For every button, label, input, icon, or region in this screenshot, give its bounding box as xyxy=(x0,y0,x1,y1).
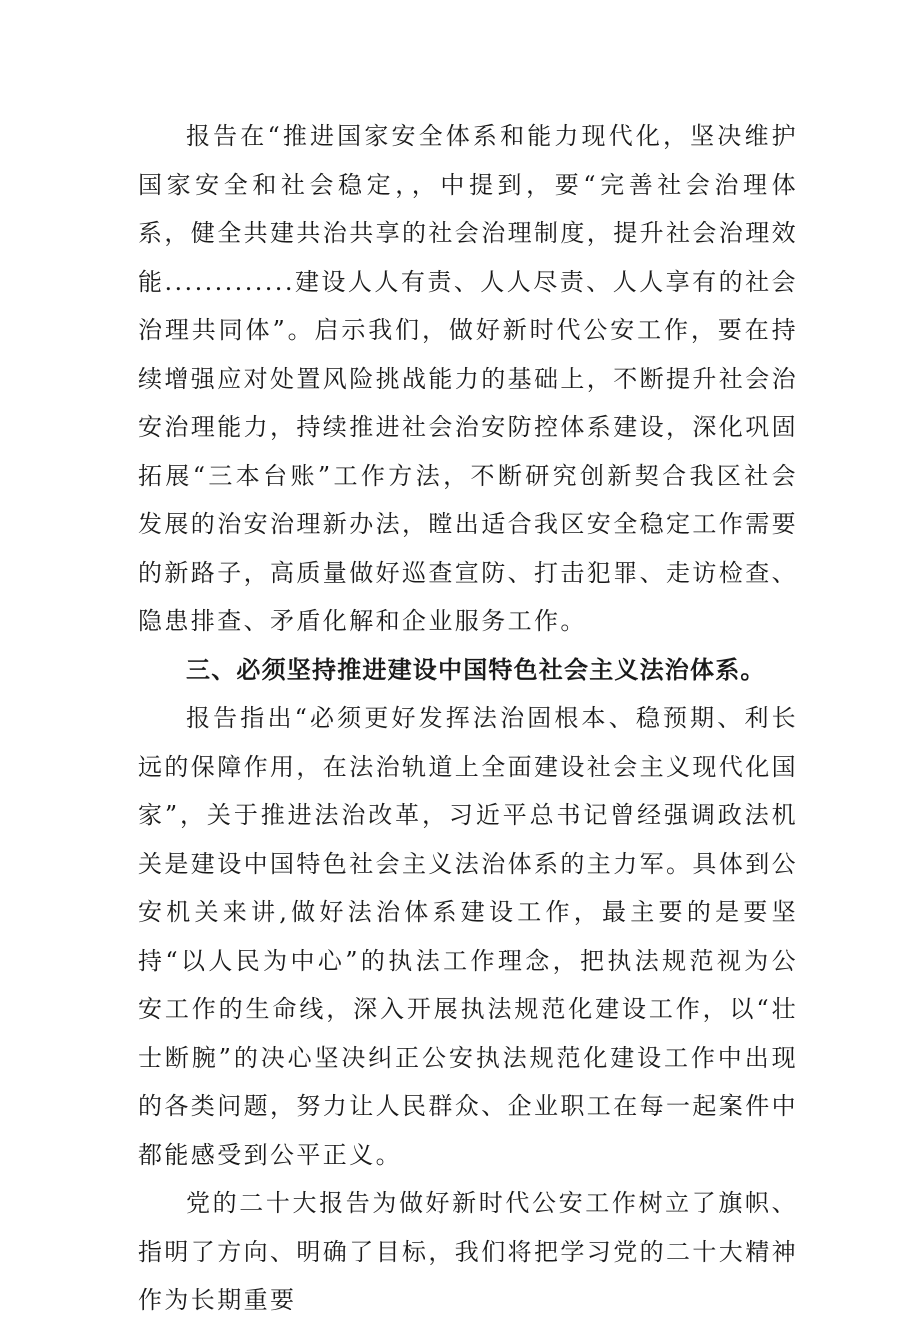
section-heading-rule-of-law: 三、必须坚持推进建设中国特色社会主义法治体系。 xyxy=(186,655,766,684)
document-body xyxy=(138,112,798,1325)
paragraph-rule-of-law: 报告指出“必须更好发挥法治固根本、稳预期、利长远的保障作用，在法治轨道上全面建设社会主义现代化国家”，关于推进法治改革，习近平总书记曾经强调政法机关是建设中国特色社会主义法治体系的主力军。具体到公安机关来讲,做好法治体系建设工作，最主要的是要坚持“以人民为中心”的执法工作理念，把执法规范视为公安工作的生命线，深入开展执法规范化建设工作，以“壮士断腕”的决心坚决纠正公安执法规范化建设工作中出现的各类问题，努力让人民群众、企业职工在每一起案件中都能感受到公平正义。 xyxy=(138,704,798,1169)
paragraph-conclusion: 党的二十大报告为做好新时代公安工作树立了旗帜、指明了方向、明确了目标，我们将把学习党的二十大精神作为长期重要 xyxy=(138,1189,798,1314)
paragraph-social-governance: 报告在“推进国家安全体系和能力现代化，坚决维护国家安全和社会稳定，，中提到，要“完善社会治理体系，健全共建共治共享的社会治理制度，提升社会治理效能.............建设人人有责、人人尽责、人人享有的社会治理共同体”。启示我们，做好新时代公安工作，要在持续增强应对处置风险挑战能力的基础上，不断提升社会治安治理能力，持续推进社会治安防控体系建设，深化巩固拓展“三本台账”工作方法，不断研究创新契合我区社会发展的治安治理新办法，瞠出适合我区安全稳定工作需要的新路子，高质量做好巡查宣防、打击犯罪、走访检查、隐患排查、矛盾化解和企业服务工作。 xyxy=(138,122,798,635)
